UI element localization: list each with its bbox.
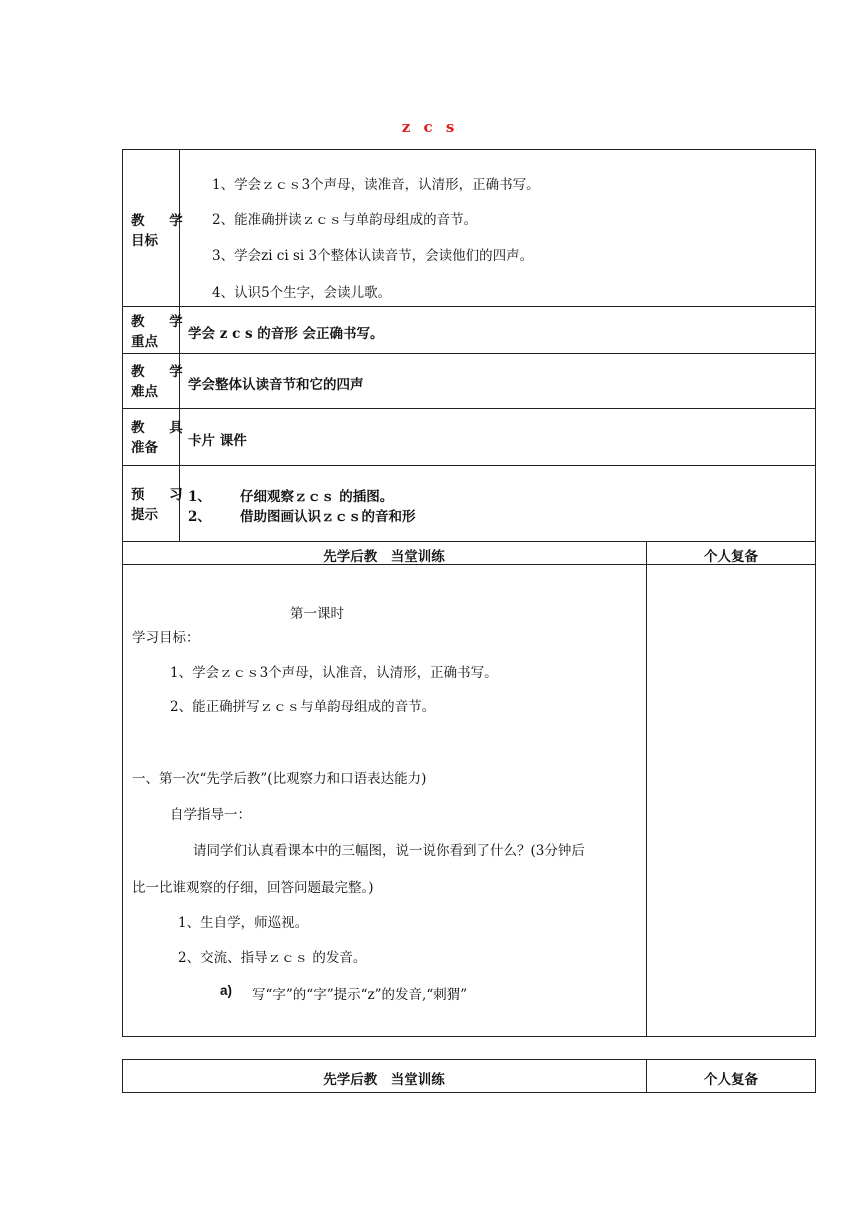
lesson-body bbox=[122, 564, 816, 1037]
label-materials: 教 具 准备 bbox=[131, 420, 193, 456]
period-title: 第一课时 bbox=[290, 606, 344, 622]
guide-line: 比一比谁观察的仔细，回答问题最完整。) bbox=[132, 880, 374, 896]
section-header-main: 先学后教 当堂训练 bbox=[323, 549, 445, 565]
preview-item-text: 借助图画认识ｚｃｓ的音和形 bbox=[240, 509, 416, 525]
preview-item-number: 2、 bbox=[188, 509, 211, 525]
label-key-points: 教 学 重点 bbox=[131, 314, 193, 350]
goal-line: 2、能准确拼读ｚｃｓ与单韵母组成的音节。 bbox=[212, 212, 478, 228]
section-header-2-side: 个人复备 bbox=[704, 1072, 758, 1088]
key-points-text: 学会 z c s 的音形 会正确书写。 bbox=[188, 326, 384, 342]
goal-line: 1、学会ｚｃｓ3个声母，读准音，认清形，正确书写。 bbox=[212, 177, 540, 193]
section-header-side: 个人复备 bbox=[704, 549, 758, 565]
goals-label: 学习目标： bbox=[132, 630, 200, 646]
sub-marker: a) bbox=[220, 983, 233, 998]
document-title: z c s bbox=[401, 118, 459, 136]
step-line: 1、生自学，师巡视。 bbox=[178, 915, 309, 931]
section-header-2-main: 先学后教 当堂训练 bbox=[323, 1072, 445, 1088]
preview-item-text: 仔细观察ｚｃｓ 的插图。 bbox=[240, 489, 394, 505]
materials-text: 卡片 课件 bbox=[188, 433, 247, 449]
lesson-goal: 2、能正确拼写ｚｃｓ与单韵母组成的音节。 bbox=[170, 699, 436, 715]
label-difficulties: 教 学 难点 bbox=[131, 364, 193, 400]
step-line: 2、交流、指导ｚｃｓ 的发音。 bbox=[178, 950, 367, 966]
preview-item-number: 1、 bbox=[188, 489, 211, 505]
goal-line: 4、认识5个生字，会读儿歌。 bbox=[212, 285, 392, 301]
sub-text: 写“字”的“字”提示“z”的发音,“刺猬” bbox=[252, 987, 468, 1003]
label-preview-tips: 预 习 提示 bbox=[131, 487, 193, 523]
goal-line: 3、学会zi ci si 3个整体认读音节，会读他们的四声。 bbox=[212, 248, 534, 264]
guide-label: 自学指导一： bbox=[170, 807, 251, 823]
guide-line: 请同学们认真看课本中的三幅图，说一说你看到了什么？(3分钟后 bbox=[193, 843, 585, 859]
part1-heading: 一、第一次“先学后教”(比观察力和口语表达能力) bbox=[132, 771, 427, 787]
label-teaching-goals: 教 学 目标 bbox=[131, 213, 193, 249]
lesson-goal: 1、学会ｚｃｓ3个声母，认准音，认清形，正确书写。 bbox=[170, 665, 498, 681]
difficulties-text: 学会整体认读音节和它的四声 bbox=[188, 377, 364, 393]
